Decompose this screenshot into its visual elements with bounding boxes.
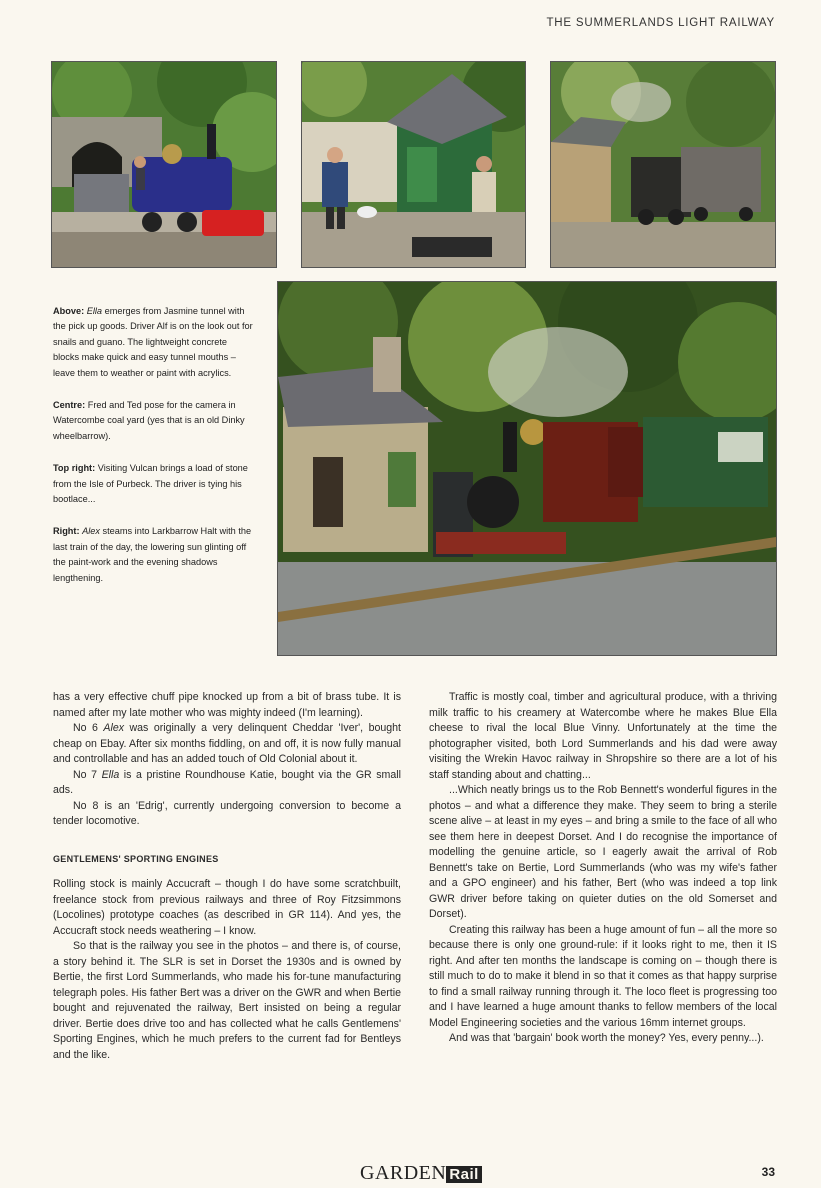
body-column-left xyxy=(53,690,401,1063)
text-run: Visiting Vulcan brings a load of stone from the Isle of Purbeck. The driver is tying his bootlace... xyxy=(53,463,248,505)
running-header: THE SUMMERLANDS LIGHT RAILWAY xyxy=(546,17,775,29)
text-run: was originally a very delinquent Cheddar 'Iver', bought cheap on Ebay. After six months fiddling, on and off, it is now fully manual and controllable and has an added touch of Old Colonial about it. xyxy=(53,722,401,765)
text-run: emerges from Jasmine tunnel with the pick up goods. Driver Alf is on the look out for snails and guano. The lightweight concrete blocks make quick and easy tunnel mouths – leave them to weather or paint with acrylics. xyxy=(53,306,253,378)
body-paragraph xyxy=(53,877,401,939)
text-run: Traffic is mostly coal, timber and agricultural produce, with a thriving milk traffic to his creamery at Watercombe where he makes Blue Ella cheese to rival the local Blue Vinny. Unfortunately at the time the photographer visited, both Lord Summerlands and his dad were away visiting the Wrekin Havoc railway in Shropshire so there are a lot of his staff standing about and chatting... xyxy=(429,691,777,781)
photo-captions xyxy=(53,304,253,603)
body-column-right xyxy=(429,690,777,1047)
text-run: Ella xyxy=(101,768,120,781)
text-run: ...Which neatly brings us to the Rob Bennett's wonderful figures in the photos – and what a difference they make. They seem to bring a sterile scene alive – at least in my eyes – and bring a smile to the face of all who see them here in deepest Dorset. And I do recognise the importance of modelling the genuine article, so I eagerly await the arrival of Rob Bennett's take on Bertie, Lord Summerlands (who was my wife's father and a GPO engineer) and his father, Bert (who was indeed a top link GWR driver before taking on quieter duties on the old Somerset and Dorset). xyxy=(429,784,777,920)
logo-rail: Rail xyxy=(446,1166,482,1183)
text-run: No 8 is an 'Edrig', currently undergoing conversion to become a tender locomotive. xyxy=(53,799,401,827)
body-paragraph xyxy=(429,1031,777,1047)
body-paragraph xyxy=(429,923,777,1032)
text-run: is a pristine Roundhouse Katie, bought via the GR small ads. xyxy=(53,768,401,796)
logo-garden: GARDEN xyxy=(360,1162,447,1184)
body-paragraph xyxy=(429,783,777,923)
text-run: has a very effective chuff pipe knocked up from a bit of brass tube. It is named after my late mother who was mighty indeed (I'm learning). xyxy=(53,691,401,719)
section-heading: GENTLEMENS' SPORTING ENGINES xyxy=(53,853,219,864)
garden-rail-logo xyxy=(360,1162,482,1185)
text-run: Creating this railway has been a huge amount of fun – all the more so because there is only one ground-rule: if it looks right to me, then it IS right. And after ten months the landscape is coming on – though there is still much to do to make it blend in so that it comes as that happy surprise to find a small railway running through it. The loco fleet is progressing too and I have learned a huge amount thanks to fellow members of the local Model Engineering societies and the various 16mm internet groups. xyxy=(429,923,777,1029)
photo-vulcan-stone xyxy=(550,61,776,268)
caption-centre: Centre: Fred and Ted pose for the camera in Watercombe coal yard (yes that is an old Dinky wheelbarrow). xyxy=(53,400,245,441)
body-paragraph xyxy=(53,721,401,768)
body-paragraph xyxy=(429,690,777,783)
text-run: Ella xyxy=(86,306,103,316)
photo-alex-larkbarrow-halt xyxy=(277,281,777,656)
body-paragraph xyxy=(53,690,401,721)
body-paragraph xyxy=(53,768,401,799)
photo-ella-tunnel xyxy=(51,61,277,268)
caption-top-right: Top right: Visiting Vulcan brings a load of stone from the Isle of Purbeck. The driver is tying his bootlace... xyxy=(53,463,248,505)
photo-fred-and-ted xyxy=(301,61,526,268)
caption-above: Above: Ella emerges from Jasmine tunnel with the pick up goods. Driver Alf is on the look out for snails and guano. The lightweight concrete blocks make quick and easy tunnel mouths – leave them to weather or paint with acrylics. xyxy=(53,306,253,378)
body-paragraph xyxy=(53,939,401,1063)
text-run: Fred and Ted pose for the camera in Watercombe coal yard (yes that is an old Dinky wheelbarrow). xyxy=(53,400,245,441)
text-run: No 6 xyxy=(73,722,104,734)
text-run: No 7 xyxy=(73,768,102,781)
text-run: Alex xyxy=(82,526,100,537)
text-run: Rolling stock is mainly Accucraft – though I do have some scratchbuilt, freelance stock from previous railways and three of Roy Fitzsimmons (Locolines) prototype coaches (as described in GR 114). And yes, the Accucraft stock needs weathering – I know. xyxy=(53,878,401,937)
body-paragraph xyxy=(53,799,401,830)
text-run: And was that 'bargain' book worth the money? Yes, every penny...). xyxy=(449,1032,764,1044)
text-run: So that is the railway you see in the photos – and there is, of course, a story behind it. The SLR is set in Dorset the 1930s and is owned by Bertie, the first Lord Summerlands, who made his for-tune manufacturing telegraph poles. His father Bert was a driver on the GWR and when Bertie bought and rejuvenated the railway, Bert insisted on being a regular driver. Bertie does drive too and has collected what he calls Gentlemens' Sporting Engines, which he much prefers to the current fad for Bentleys and the like. xyxy=(53,940,401,1061)
text-run: Alex xyxy=(103,722,125,734)
text-run: steams into Larkbarrow Halt with the last train of the day, the lowering sun glinting off the paint-work and the evening shadows lengthening. xyxy=(53,526,252,583)
page-number: 33 xyxy=(761,1165,775,1179)
caption-right: Right: Alex steams into Larkbarrow Halt with the last train of the day, the lowering sun glinting off the paint-work and the evening shadows lengthening. xyxy=(53,526,252,583)
